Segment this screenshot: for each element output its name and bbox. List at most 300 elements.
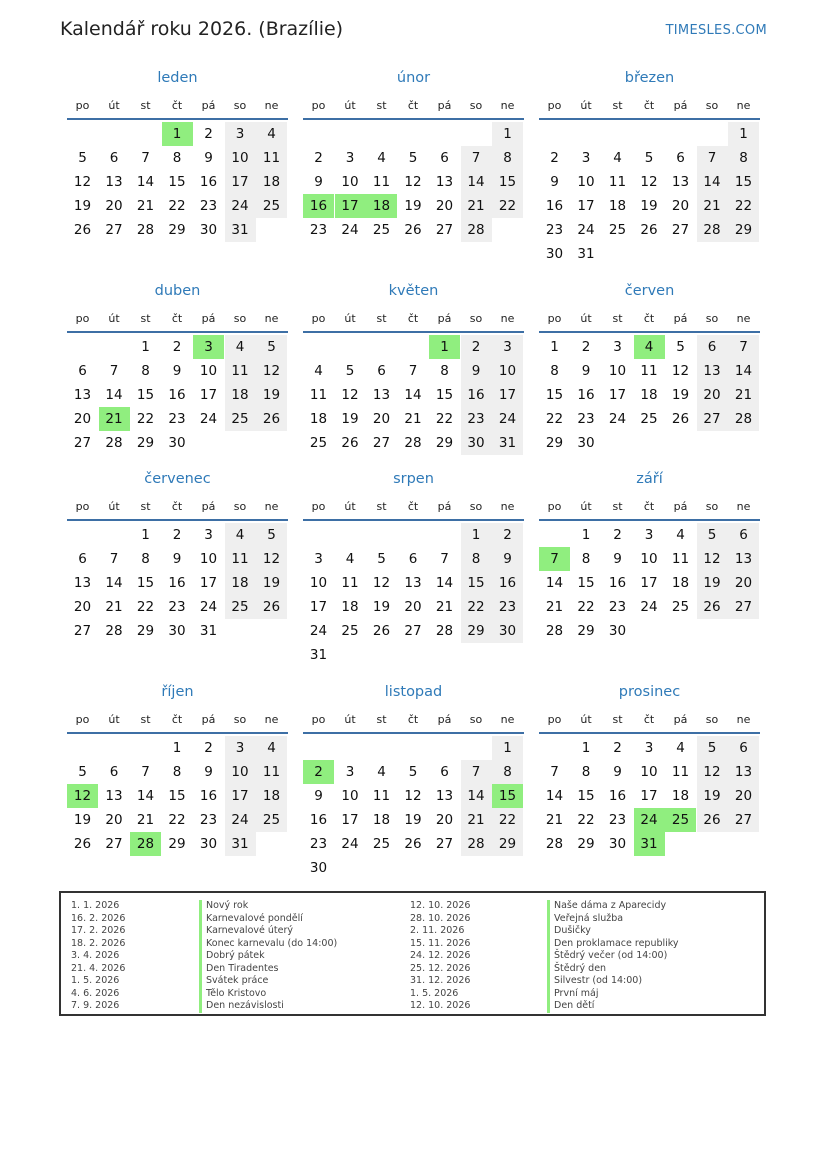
weekday-header: pá bbox=[673, 99, 688, 112]
day-cell: 16 bbox=[168, 387, 186, 403]
day-cell: 19 bbox=[671, 387, 690, 403]
day-cell: 30 bbox=[199, 222, 218, 238]
day-cell: 23 bbox=[168, 411, 186, 427]
day-cell: 15 bbox=[168, 788, 186, 804]
day-cell: 24 bbox=[341, 836, 359, 852]
header-rule bbox=[303, 331, 524, 333]
day-cell: 2 bbox=[204, 126, 213, 142]
legend-date: 16. 2. 2026 bbox=[71, 912, 126, 924]
weekday-header: st bbox=[140, 500, 151, 513]
day-cell: 17 bbox=[225, 784, 256, 808]
day-cell: 1 bbox=[492, 122, 523, 146]
day-cell: 9 bbox=[172, 551, 182, 567]
weekday-header: pá bbox=[437, 500, 452, 513]
day-cell: 29 bbox=[168, 836, 186, 852]
weekday-header: ne bbox=[264, 99, 279, 112]
day-cell: 30 bbox=[608, 623, 627, 639]
day-cell: 3 bbox=[644, 740, 654, 756]
legend-holiday-name: Den Tiradentes bbox=[199, 963, 337, 976]
day-cell: 26 bbox=[372, 623, 391, 639]
day-cell: 28 bbox=[435, 623, 454, 639]
header-rule bbox=[303, 519, 524, 521]
month-name: červen bbox=[624, 283, 675, 299]
day-cell: 18 bbox=[372, 812, 391, 828]
day-cell: 13 bbox=[372, 387, 391, 403]
day-cell: 26 bbox=[671, 411, 690, 427]
month-name: březen bbox=[624, 70, 675, 86]
day-cell: 10 bbox=[492, 359, 523, 383]
day-cell: 6 bbox=[78, 551, 87, 567]
day-cell: 22 bbox=[136, 599, 155, 615]
day-cell: 24 bbox=[199, 599, 218, 615]
day-cell: 22 bbox=[461, 595, 492, 619]
day-cell: 27 bbox=[73, 623, 92, 639]
day-cell: 22 bbox=[492, 808, 523, 832]
day-cell: 1 bbox=[581, 527, 591, 543]
day-cell: 14 bbox=[545, 788, 564, 804]
day-cell: 4 bbox=[613, 150, 622, 166]
day-cell: 10 bbox=[199, 551, 218, 567]
day-cell: 17 bbox=[492, 383, 523, 407]
day-cell: 2 bbox=[613, 527, 622, 543]
day-cell: 3 bbox=[345, 150, 355, 166]
weekday-header: so bbox=[705, 500, 719, 513]
day-cell: 12 bbox=[73, 174, 92, 190]
day-cell: 18 bbox=[225, 383, 256, 407]
day-cell: 3 bbox=[581, 150, 591, 166]
day-cell: 21 bbox=[435, 599, 454, 615]
brand-link[interactable]: TIMESLES.COM bbox=[665, 23, 767, 38]
day-cell: 21 bbox=[136, 812, 155, 828]
weekday-header: so bbox=[705, 713, 719, 726]
day-cell: 26 bbox=[404, 222, 422, 238]
weekday-header: čt bbox=[171, 312, 183, 325]
weekday-header: út bbox=[108, 713, 120, 726]
day-cell: 16 bbox=[577, 387, 595, 403]
day-cell: 16 bbox=[461, 383, 492, 407]
weekday-header: po bbox=[311, 312, 326, 325]
weekday-header: ne bbox=[736, 713, 751, 726]
holiday-day-cell: 1 bbox=[162, 122, 193, 146]
day-cell: 11 bbox=[225, 359, 256, 383]
legend-holiday-name: Karnevalové pondělí bbox=[199, 913, 337, 926]
holiday-day-cell: 17 bbox=[335, 194, 366, 218]
holiday-day-cell: 25 bbox=[665, 808, 696, 832]
day-cell: 21 bbox=[545, 599, 564, 615]
day-cell: 24 bbox=[341, 222, 359, 238]
weekday-header: so bbox=[705, 312, 719, 325]
day-cell: 17 bbox=[199, 575, 218, 591]
day-cell: 11 bbox=[640, 363, 658, 379]
day-cell: 4 bbox=[676, 527, 685, 543]
day-cell: 15 bbox=[136, 387, 155, 403]
month-name: únor bbox=[396, 70, 431, 86]
day-cell: 22 bbox=[136, 411, 155, 427]
day-cell: 18 bbox=[309, 411, 328, 427]
day-cell: 10 bbox=[309, 575, 328, 591]
weekday-header: čt bbox=[407, 500, 419, 513]
day-cell: 13 bbox=[73, 387, 92, 403]
page-title: Kalendář roku 2026. (Brazílie) bbox=[60, 18, 344, 40]
weekday-header: ne bbox=[736, 312, 751, 325]
weekday-header: st bbox=[376, 500, 387, 513]
day-cell: 21 bbox=[697, 194, 728, 218]
day-cell: 13 bbox=[105, 174, 123, 190]
day-cell: 11 bbox=[225, 547, 256, 571]
day-cell: 3 bbox=[345, 764, 355, 780]
day-cell: 3 bbox=[204, 527, 213, 543]
day-cell: 13 bbox=[728, 760, 759, 784]
day-cell: 3 bbox=[644, 527, 654, 543]
day-cell: 26 bbox=[73, 222, 92, 238]
legend-holiday-name: Veřejná služba bbox=[547, 913, 679, 926]
day-cell: 11 bbox=[256, 146, 287, 170]
day-cell: 10 bbox=[225, 760, 256, 784]
day-cell: 20 bbox=[435, 198, 454, 214]
header-rule bbox=[539, 331, 760, 333]
header-rule bbox=[303, 732, 524, 734]
weekday-header: st bbox=[612, 99, 623, 112]
day-cell: 21 bbox=[461, 808, 492, 832]
legend-date: 1. 5. 2026 bbox=[71, 975, 120, 986]
legend-date: 12. 10. 2026 bbox=[410, 1000, 471, 1011]
weekday-header: ne bbox=[264, 500, 279, 513]
weekday-header: ne bbox=[500, 312, 515, 325]
weekday-header: út bbox=[344, 312, 356, 325]
day-cell: 19 bbox=[341, 411, 359, 427]
day-cell: 29 bbox=[492, 832, 523, 856]
day-cell: 6 bbox=[697, 335, 728, 359]
holiday-legend bbox=[59, 891, 766, 1016]
day-cell: 26 bbox=[73, 836, 92, 852]
holiday-day-cell: 7 bbox=[539, 547, 570, 571]
day-cell: 24 bbox=[577, 222, 595, 238]
day-cell: 28 bbox=[136, 222, 155, 238]
day-cell: 27 bbox=[105, 836, 123, 852]
day-cell: 4 bbox=[225, 335, 256, 359]
day-cell: 25 bbox=[225, 407, 256, 431]
day-cell: 19 bbox=[404, 812, 422, 828]
holiday-day-cell: 28 bbox=[130, 832, 161, 856]
legend-date: 25. 12. 2026 bbox=[410, 962, 471, 974]
day-cell: 10 bbox=[640, 764, 658, 780]
day-cell: 6 bbox=[676, 150, 685, 166]
day-cell: 26 bbox=[341, 435, 359, 451]
day-cell: 16 bbox=[168, 575, 186, 591]
day-cell: 27 bbox=[728, 595, 759, 619]
day-cell: 19 bbox=[256, 383, 287, 407]
day-cell: 4 bbox=[377, 150, 386, 166]
legend-holiday-name: Konec karnevalu (do 14:00) bbox=[199, 938, 337, 951]
day-cell: 17 bbox=[225, 170, 256, 194]
weekday-header: čt bbox=[171, 500, 183, 513]
legend-date: 18. 2. 2026 bbox=[71, 937, 126, 949]
month-name: duben bbox=[154, 283, 201, 299]
day-cell: 26 bbox=[256, 595, 287, 619]
weekday-header: st bbox=[612, 500, 623, 513]
weekday-header: pá bbox=[673, 713, 688, 726]
day-cell: 8 bbox=[492, 146, 523, 170]
day-cell: 6 bbox=[377, 363, 386, 379]
day-cell: 13 bbox=[671, 174, 690, 190]
day-cell: 1 bbox=[141, 339, 150, 355]
day-cell: 8 bbox=[141, 363, 150, 379]
day-cell: 12 bbox=[671, 363, 690, 379]
day-cell: 17 bbox=[341, 812, 359, 828]
calendar-grid bbox=[67, 70, 760, 880]
day-cell: 3 bbox=[492, 335, 523, 359]
day-cell: 18 bbox=[671, 575, 690, 591]
day-cell: 22 bbox=[492, 194, 523, 218]
day-cell: 2 bbox=[550, 150, 559, 166]
day-cell: 8 bbox=[172, 150, 182, 166]
day-cell: 20 bbox=[73, 411, 92, 427]
day-cell: 8 bbox=[440, 363, 449, 379]
day-cell: 4 bbox=[345, 551, 355, 567]
weekday-header: pá bbox=[201, 500, 216, 513]
day-cell: 5 bbox=[408, 150, 418, 166]
day-cell: 2 bbox=[314, 150, 323, 166]
legend-date: 31. 12. 2026 bbox=[410, 975, 471, 986]
weekday-header: út bbox=[580, 312, 592, 325]
day-cell: 5 bbox=[256, 523, 287, 547]
day-cell: 30 bbox=[168, 623, 186, 639]
day-cell: 24 bbox=[640, 599, 658, 615]
day-cell: 8 bbox=[492, 760, 523, 784]
day-cell: 7 bbox=[461, 760, 492, 784]
header-rule bbox=[67, 519, 288, 521]
legend-holiday-name: Karnevalové úterý bbox=[199, 925, 337, 938]
day-cell: 2 bbox=[461, 335, 492, 359]
day-cell: 10 bbox=[640, 551, 658, 567]
day-cell: 1 bbox=[581, 740, 591, 756]
day-cell: 20 bbox=[697, 383, 728, 407]
day-cell: 23 bbox=[492, 595, 523, 619]
day-cell: 2 bbox=[204, 740, 213, 756]
day-cell: 17 bbox=[577, 198, 595, 214]
weekday-header: po bbox=[547, 500, 562, 513]
day-cell: 13 bbox=[435, 788, 454, 804]
day-cell: 9 bbox=[550, 174, 559, 190]
day-cell: 15 bbox=[728, 170, 759, 194]
weekday-header: st bbox=[376, 312, 387, 325]
day-cell: 1 bbox=[141, 527, 150, 543]
weekday-header: pá bbox=[201, 312, 216, 325]
legend-holiday-name: Štědrý večer (od 14:00) bbox=[547, 950, 679, 963]
day-cell: 29 bbox=[136, 435, 155, 451]
holiday-day-cell: 24 bbox=[634, 808, 665, 832]
day-cell: 21 bbox=[728, 383, 759, 407]
day-cell: 26 bbox=[640, 222, 658, 238]
day-cell: 20 bbox=[105, 198, 123, 214]
day-cell: 12 bbox=[697, 760, 728, 784]
day-cell: 27 bbox=[435, 836, 454, 852]
day-cell: 13 bbox=[105, 788, 123, 804]
header-rule bbox=[539, 118, 760, 120]
weekday-header: čt bbox=[407, 99, 419, 112]
day-cell: 7 bbox=[109, 363, 119, 379]
weekday-header: čt bbox=[407, 312, 419, 325]
day-cell: 16 bbox=[199, 788, 218, 804]
day-cell: 24 bbox=[608, 411, 627, 427]
day-cell: 14 bbox=[105, 575, 123, 591]
day-cell: 18 bbox=[256, 170, 287, 194]
day-cell: 15 bbox=[136, 575, 155, 591]
weekday-header: ne bbox=[500, 99, 515, 112]
day-cell: 11 bbox=[372, 788, 391, 804]
day-cell: 24 bbox=[225, 808, 256, 832]
day-cell: 20 bbox=[671, 198, 690, 214]
day-cell: 15 bbox=[168, 174, 186, 190]
day-cell: 8 bbox=[461, 547, 492, 571]
day-cell: 19 bbox=[73, 812, 92, 828]
day-cell: 14 bbox=[105, 387, 123, 403]
header-rule bbox=[67, 118, 288, 120]
weekday-header: st bbox=[376, 713, 387, 726]
day-cell: 30 bbox=[199, 836, 218, 852]
day-cell: 27 bbox=[372, 435, 391, 451]
day-cell: 28 bbox=[404, 435, 422, 451]
month-name: červenec bbox=[144, 471, 211, 487]
day-cell: 29 bbox=[577, 623, 595, 639]
day-cell: 6 bbox=[109, 764, 119, 780]
weekday-header: pá bbox=[437, 713, 452, 726]
weekday-header: so bbox=[705, 99, 719, 112]
day-cell: 16 bbox=[545, 198, 564, 214]
day-cell: 4 bbox=[377, 764, 386, 780]
day-cell: 6 bbox=[78, 363, 87, 379]
day-cell: 30 bbox=[608, 836, 627, 852]
day-cell: 23 bbox=[168, 599, 186, 615]
day-cell: 9 bbox=[613, 551, 622, 567]
day-cell: 28 bbox=[461, 832, 492, 856]
day-cell: 31 bbox=[492, 431, 523, 455]
weekday-header: po bbox=[311, 713, 326, 726]
legend-date: 3. 4. 2026 bbox=[71, 950, 120, 961]
day-cell: 30 bbox=[577, 435, 595, 451]
month-name: srpen bbox=[393, 471, 434, 487]
day-cell: 2 bbox=[172, 527, 182, 543]
day-cell: 15 bbox=[577, 788, 595, 804]
holiday-day-cell: 1 bbox=[429, 335, 460, 359]
day-cell: 5 bbox=[676, 339, 685, 355]
day-cell: 28 bbox=[697, 218, 728, 242]
day-cell: 7 bbox=[141, 150, 150, 166]
legend-holiday-name: Štědrý den bbox=[547, 963, 679, 976]
weekday-header: ne bbox=[500, 500, 515, 513]
day-cell: 8 bbox=[728, 146, 759, 170]
day-cell: 8 bbox=[172, 764, 182, 780]
day-cell: 18 bbox=[341, 599, 359, 615]
day-cell: 21 bbox=[461, 194, 492, 218]
holiday-day-cell: 18 bbox=[366, 194, 397, 218]
day-cell: 9 bbox=[461, 359, 492, 383]
day-cell: 7 bbox=[461, 146, 492, 170]
day-cell: 31 bbox=[225, 832, 256, 856]
weekday-header: čt bbox=[171, 713, 183, 726]
day-cell: 31 bbox=[199, 623, 218, 639]
day-cell: 22 bbox=[435, 411, 454, 427]
legend-date: 21. 4. 2026 bbox=[71, 962, 126, 974]
day-cell: 28 bbox=[105, 435, 123, 451]
weekday-header: pá bbox=[437, 312, 452, 325]
day-cell: 17 bbox=[640, 575, 658, 591]
day-cell: 25 bbox=[372, 222, 391, 238]
day-cell: 24 bbox=[492, 407, 523, 431]
day-cell: 1 bbox=[172, 740, 182, 756]
day-cell: 3 bbox=[314, 551, 323, 567]
header-rule bbox=[67, 331, 288, 333]
day-cell: 27 bbox=[435, 222, 454, 238]
weekday-header: út bbox=[580, 99, 592, 112]
day-cell: 31 bbox=[225, 218, 256, 242]
day-cell: 22 bbox=[577, 599, 595, 615]
weekday-header: st bbox=[612, 713, 623, 726]
day-cell: 5 bbox=[256, 335, 287, 359]
day-cell: 13 bbox=[404, 575, 422, 591]
legend-holiday-name: Nový rok bbox=[199, 900, 337, 913]
day-cell: 25 bbox=[341, 623, 359, 639]
weekday-header: so bbox=[233, 312, 247, 325]
weekday-header: pá bbox=[673, 312, 688, 325]
weekday-header: čt bbox=[643, 99, 655, 112]
legend-date: 7. 9. 2026 bbox=[71, 1000, 120, 1011]
day-cell: 5 bbox=[377, 551, 386, 567]
day-cell: 7 bbox=[728, 335, 759, 359]
day-cell: 31 bbox=[309, 647, 328, 663]
holiday-day-cell: 31 bbox=[634, 832, 665, 856]
day-cell: 6 bbox=[109, 150, 119, 166]
day-cell: 10 bbox=[577, 174, 595, 190]
day-cell: 25 bbox=[372, 836, 391, 852]
weekday-header: pá bbox=[673, 500, 688, 513]
weekday-header: po bbox=[311, 99, 326, 112]
day-cell: 18 bbox=[256, 784, 287, 808]
legend-names-left bbox=[199, 900, 337, 1013]
weekday-header: st bbox=[140, 99, 151, 112]
day-cell: 14 bbox=[545, 575, 564, 591]
legend-holiday-name: Silvestr (od 14:00) bbox=[547, 975, 679, 988]
day-cell: 5 bbox=[697, 736, 728, 760]
day-cell: 12 bbox=[697, 547, 728, 571]
day-cell: 27 bbox=[728, 808, 759, 832]
day-cell: 14 bbox=[461, 784, 492, 808]
day-cell: 8 bbox=[581, 551, 591, 567]
day-cell: 23 bbox=[199, 198, 218, 214]
header-rule bbox=[67, 732, 288, 734]
weekday-header: po bbox=[75, 500, 90, 513]
legend-holiday-name: Dušičky bbox=[547, 925, 679, 938]
legend-holiday-name: Den dětí bbox=[547, 1000, 679, 1013]
weekday-header: út bbox=[108, 312, 120, 325]
month-name: listopad bbox=[384, 684, 443, 700]
day-cell: 18 bbox=[608, 198, 627, 214]
day-cell: 10 bbox=[199, 363, 218, 379]
month-name: prosinec bbox=[618, 684, 681, 700]
day-cell: 5 bbox=[408, 764, 418, 780]
day-cell: 20 bbox=[404, 599, 422, 615]
legend-date: 15. 11. 2026 bbox=[410, 937, 471, 949]
weekday-header: st bbox=[140, 312, 151, 325]
day-cell: 28 bbox=[461, 218, 492, 242]
day-cell: 6 bbox=[728, 523, 759, 547]
day-cell: 14 bbox=[136, 788, 155, 804]
day-cell: 23 bbox=[577, 411, 595, 427]
day-cell: 18 bbox=[225, 571, 256, 595]
legend-dates-right bbox=[410, 900, 470, 1013]
day-cell: 11 bbox=[256, 760, 287, 784]
header-rule bbox=[539, 732, 760, 734]
